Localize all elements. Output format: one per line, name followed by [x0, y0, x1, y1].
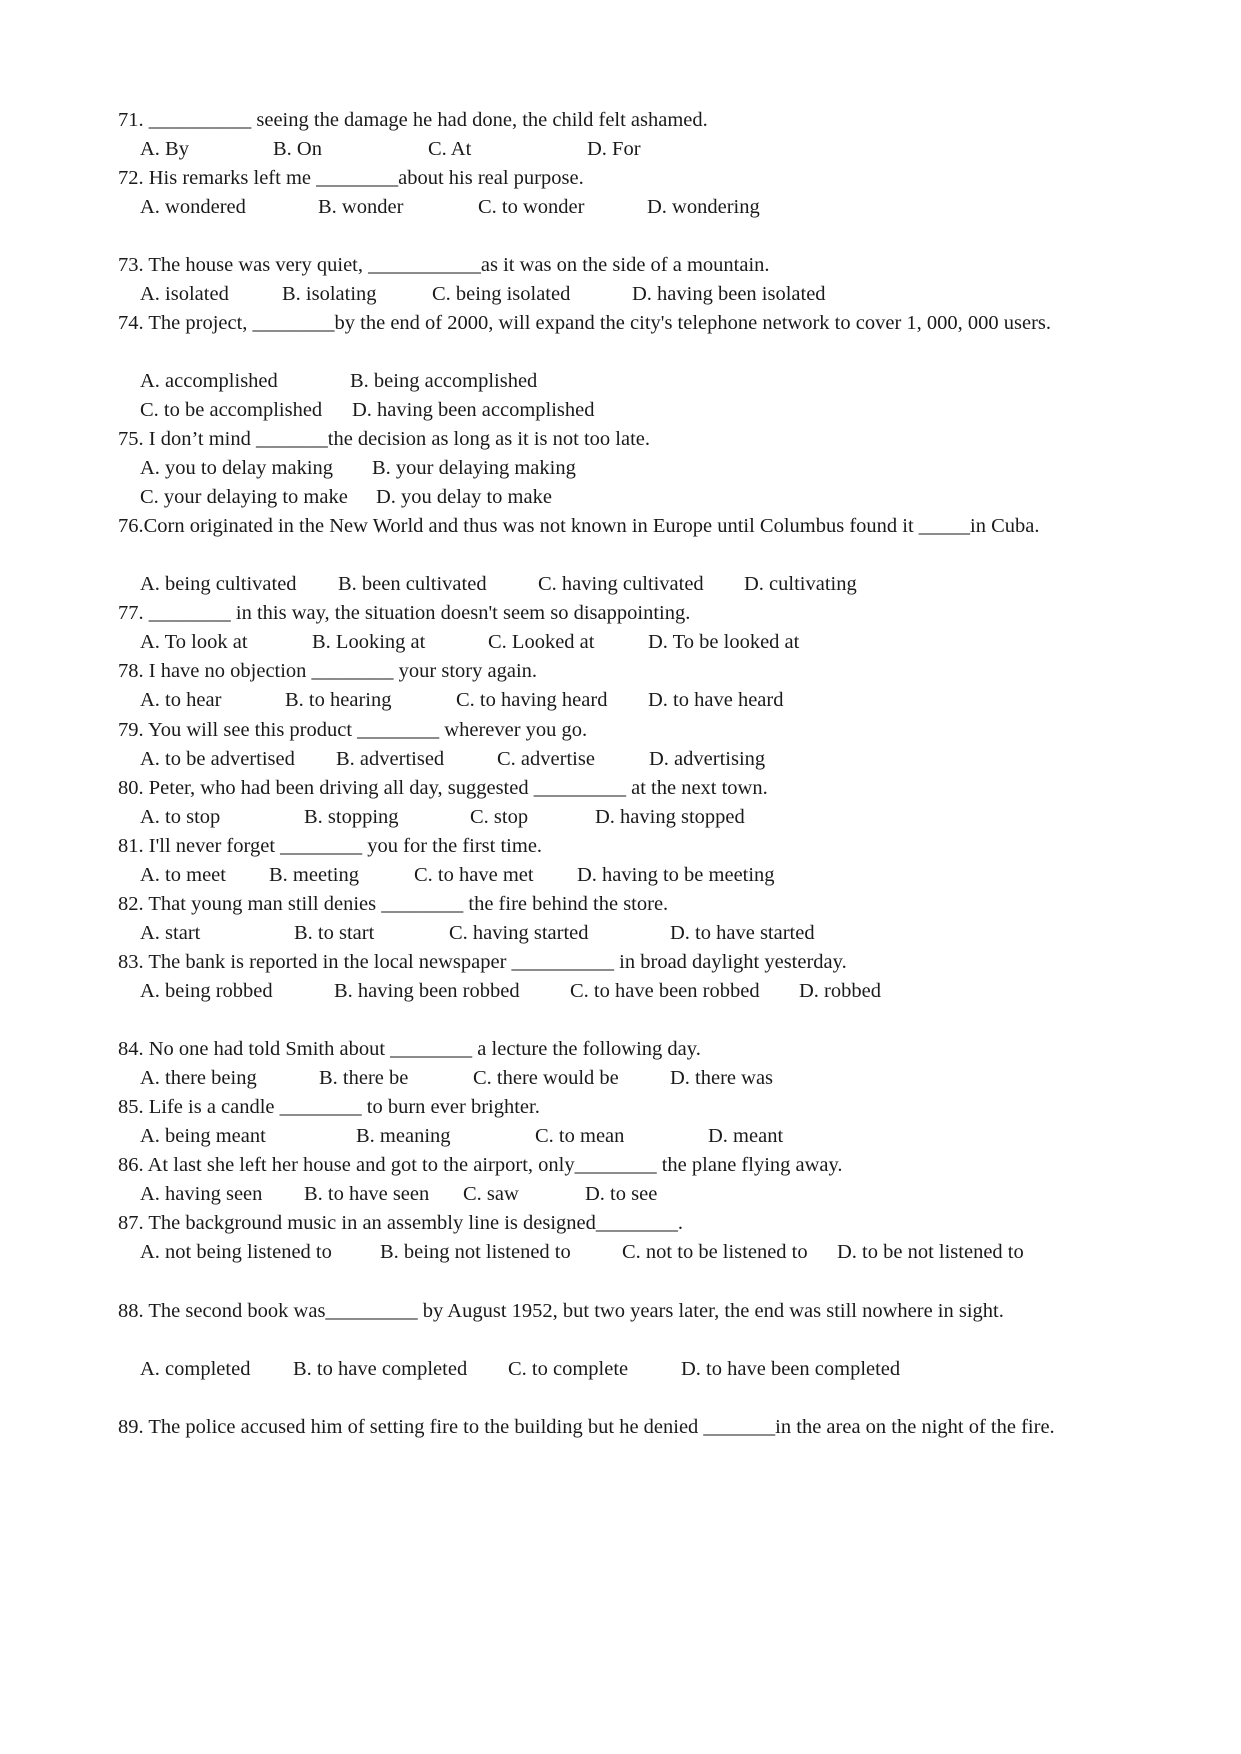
- question-stem-83: 83. The bank is reported in the local newspaper __________ in broad daylight yesterday.: [118, 951, 847, 973]
- option-76-b: B. been cultivated: [338, 573, 487, 595]
- question-stem-71: 71. __________ seeing the damage he had done, the child felt ashamed.: [118, 109, 708, 131]
- option-79-a: A. to be advertised: [140, 748, 295, 770]
- option-77-b: B. Looking at: [312, 631, 426, 653]
- option-78-d: D. to have heard: [648, 689, 784, 711]
- options-row-83: [140, 978, 1140, 1004]
- option-81-d: D. having to be meeting: [577, 864, 775, 886]
- option-81-b: B. meeting: [269, 864, 359, 886]
- option-73-b: B. isolating: [282, 283, 377, 305]
- option-85-a: A. being meant: [140, 1125, 266, 1147]
- option-88-d: D. to have been completed: [681, 1358, 901, 1380]
- question-stem-86: 86. At last she left her house and got to the airport, only________ the plane flying away.: [118, 1154, 843, 1176]
- option-88-b: B. to have completed: [293, 1358, 468, 1380]
- option-81-c: C. to have met: [414, 864, 534, 886]
- question-stem-76: 76.Corn originated in the New World and thus was not known in Europe until Columbus found it _____in Cuba.: [118, 515, 1040, 537]
- option-82-a: A. start: [140, 922, 201, 944]
- question-stem-80: 80. Peter, who had been driving all day, suggested _________ at the next town.: [118, 777, 768, 799]
- option-75-d: D. you delay to make: [376, 486, 552, 508]
- option-76-a: A. being cultivated: [140, 573, 297, 595]
- options-row-75-1: [140, 455, 1140, 481]
- question-stem-72: 72. His remarks left me ________about his real purpose.: [118, 167, 584, 189]
- option-85-d: D. meant: [708, 1125, 784, 1147]
- options-row-72: [140, 194, 1140, 220]
- option-83-a: A. being robbed: [140, 980, 273, 1002]
- option-71-c: C. At: [428, 138, 472, 160]
- question-stem-75: 75. I don’t mind _______the decision as long as it is not too late.: [118, 428, 650, 450]
- options-row-82: [140, 920, 1140, 946]
- option-76-d: D. cultivating: [744, 573, 857, 595]
- options-row-79: [140, 746, 1140, 772]
- option-84-a: A. there being: [140, 1067, 257, 1089]
- option-85-b: B. meaning: [356, 1125, 451, 1147]
- option-82-c: C. having started: [449, 922, 589, 944]
- option-75-b: B. your delaying making: [372, 457, 576, 479]
- option-71-a: A. By: [140, 138, 189, 160]
- option-74-b: B. being accomplished: [350, 370, 538, 392]
- options-row-71: [140, 136, 1140, 162]
- question-stem-73: 73. The house was very quiet, ___________as it was on the side of a mountain.: [118, 254, 770, 276]
- option-75-c: C. your delaying to make: [140, 486, 348, 508]
- option-83-d: D. robbed: [799, 980, 881, 1002]
- options-row-84: [140, 1065, 1140, 1091]
- option-88-a: A. completed: [140, 1358, 251, 1380]
- option-88-c: C. to complete: [508, 1358, 629, 1380]
- option-83-c: C. to have been robbed: [570, 980, 760, 1002]
- option-86-c: C. saw: [463, 1183, 519, 1205]
- option-77-d: D. To be looked at: [648, 631, 800, 653]
- option-78-c: C. to having heard: [456, 689, 608, 711]
- option-87-b: B. being not listened to: [380, 1241, 571, 1263]
- option-76-c: C. having cultivated: [538, 573, 704, 595]
- options-row-81: [140, 862, 1140, 888]
- option-79-d: D. advertising: [649, 748, 766, 770]
- option-79-b: B. advertised: [336, 748, 445, 770]
- options-row-74-1: [140, 368, 1140, 394]
- option-87-c: C. not to be listened to: [622, 1241, 808, 1263]
- option-86-a: A. having seen: [140, 1183, 263, 1205]
- question-stem-87: 87. The background music in an assembly line is designed________.: [118, 1212, 683, 1234]
- option-73-c: C. being isolated: [432, 283, 571, 305]
- option-73-d: D. having been isolated: [632, 283, 826, 305]
- option-81-a: A. to meet: [140, 864, 226, 886]
- options-row-73: [140, 281, 1140, 307]
- option-84-b: B. there be: [319, 1067, 409, 1089]
- option-71-d: D. For: [587, 138, 641, 160]
- option-83-b: B. having been robbed: [334, 980, 520, 1002]
- option-85-c: C. to mean: [535, 1125, 625, 1147]
- option-86-d: D. to see: [585, 1183, 658, 1205]
- option-87-d: D. to be not listened to: [837, 1241, 1024, 1263]
- options-row-76: [140, 571, 1140, 597]
- question-stem-81: 81. I'll never forget ________ you for the first time.: [118, 835, 543, 857]
- options-row-86: [140, 1181, 1140, 1207]
- question-stem-88: 88. The second book was_________ by August 1952, but two years later, the end was still nowhere in sight.: [118, 1300, 1004, 1322]
- option-74-c: C. to be accomplished: [140, 399, 323, 421]
- options-row-87: [140, 1239, 1140, 1265]
- options-row-85: [140, 1123, 1140, 1149]
- question-stem-85: 85. Life is a candle ________ to burn ever brighter.: [118, 1096, 540, 1118]
- option-72-a: A. wondered: [140, 196, 246, 218]
- question-stem-79: 79. You will see this product ________ wherever you go.: [118, 719, 588, 741]
- option-80-d: D. having stopped: [595, 806, 745, 828]
- options-row-80: [140, 804, 1140, 830]
- option-74-a: A. accomplished: [140, 370, 278, 392]
- option-75-a: A. you to delay making: [140, 457, 334, 479]
- question-stem-74: 74. The project, ________by the end of 2000, will expand the city's telephone network to cover 1, 000, 000 users.: [118, 312, 1052, 334]
- question-stem-84: 84. No one had told Smith about ________ a lecture the following day.: [118, 1038, 701, 1060]
- options-row-75-2: [140, 484, 1140, 510]
- option-79-c: C. advertise: [497, 748, 595, 770]
- option-77-a: A. To look at: [140, 631, 248, 653]
- option-82-d: D. to have started: [670, 922, 815, 944]
- option-72-b: B. wonder: [318, 196, 404, 218]
- option-72-d: D. wondering: [647, 196, 760, 218]
- option-86-b: B. to have seen: [304, 1183, 430, 1205]
- option-84-d: D. there was: [670, 1067, 774, 1089]
- option-78-b: B. to hearing: [285, 689, 392, 711]
- option-72-c: C. to wonder: [478, 196, 585, 218]
- question-stem-78: 78. I have no objection ________ your story again.: [118, 660, 538, 682]
- question-stem-77: 77. ________ in this way, the situation doesn't seem so disappointing.: [118, 602, 691, 624]
- option-80-a: A. to stop: [140, 806, 221, 828]
- options-row-74-2: [140, 397, 1140, 423]
- options-row-88: [140, 1356, 1140, 1382]
- option-74-d: D. having been accomplished: [352, 399, 595, 421]
- option-71-b: B. On: [273, 138, 322, 160]
- question-stem-89: 89. The police accused him of setting fire to the building but he denied _______in the area on the night of the fire.: [118, 1416, 1055, 1438]
- question-stem-82: 82. That young man still denies ________ the fire behind the store.: [118, 893, 669, 915]
- option-73-a: A. isolated: [140, 283, 229, 305]
- option-82-b: B. to start: [294, 922, 375, 944]
- option-87-a: A. not being listened to: [140, 1241, 332, 1263]
- option-77-c: C. Looked at: [488, 631, 595, 653]
- option-80-c: C. stop: [470, 806, 529, 828]
- option-78-a: A. to hear: [140, 689, 222, 711]
- option-84-c: C. there would be: [473, 1067, 619, 1089]
- options-row-77: [140, 629, 1140, 655]
- option-80-b: B. stopping: [304, 806, 399, 828]
- options-row-78: [140, 687, 1140, 713]
